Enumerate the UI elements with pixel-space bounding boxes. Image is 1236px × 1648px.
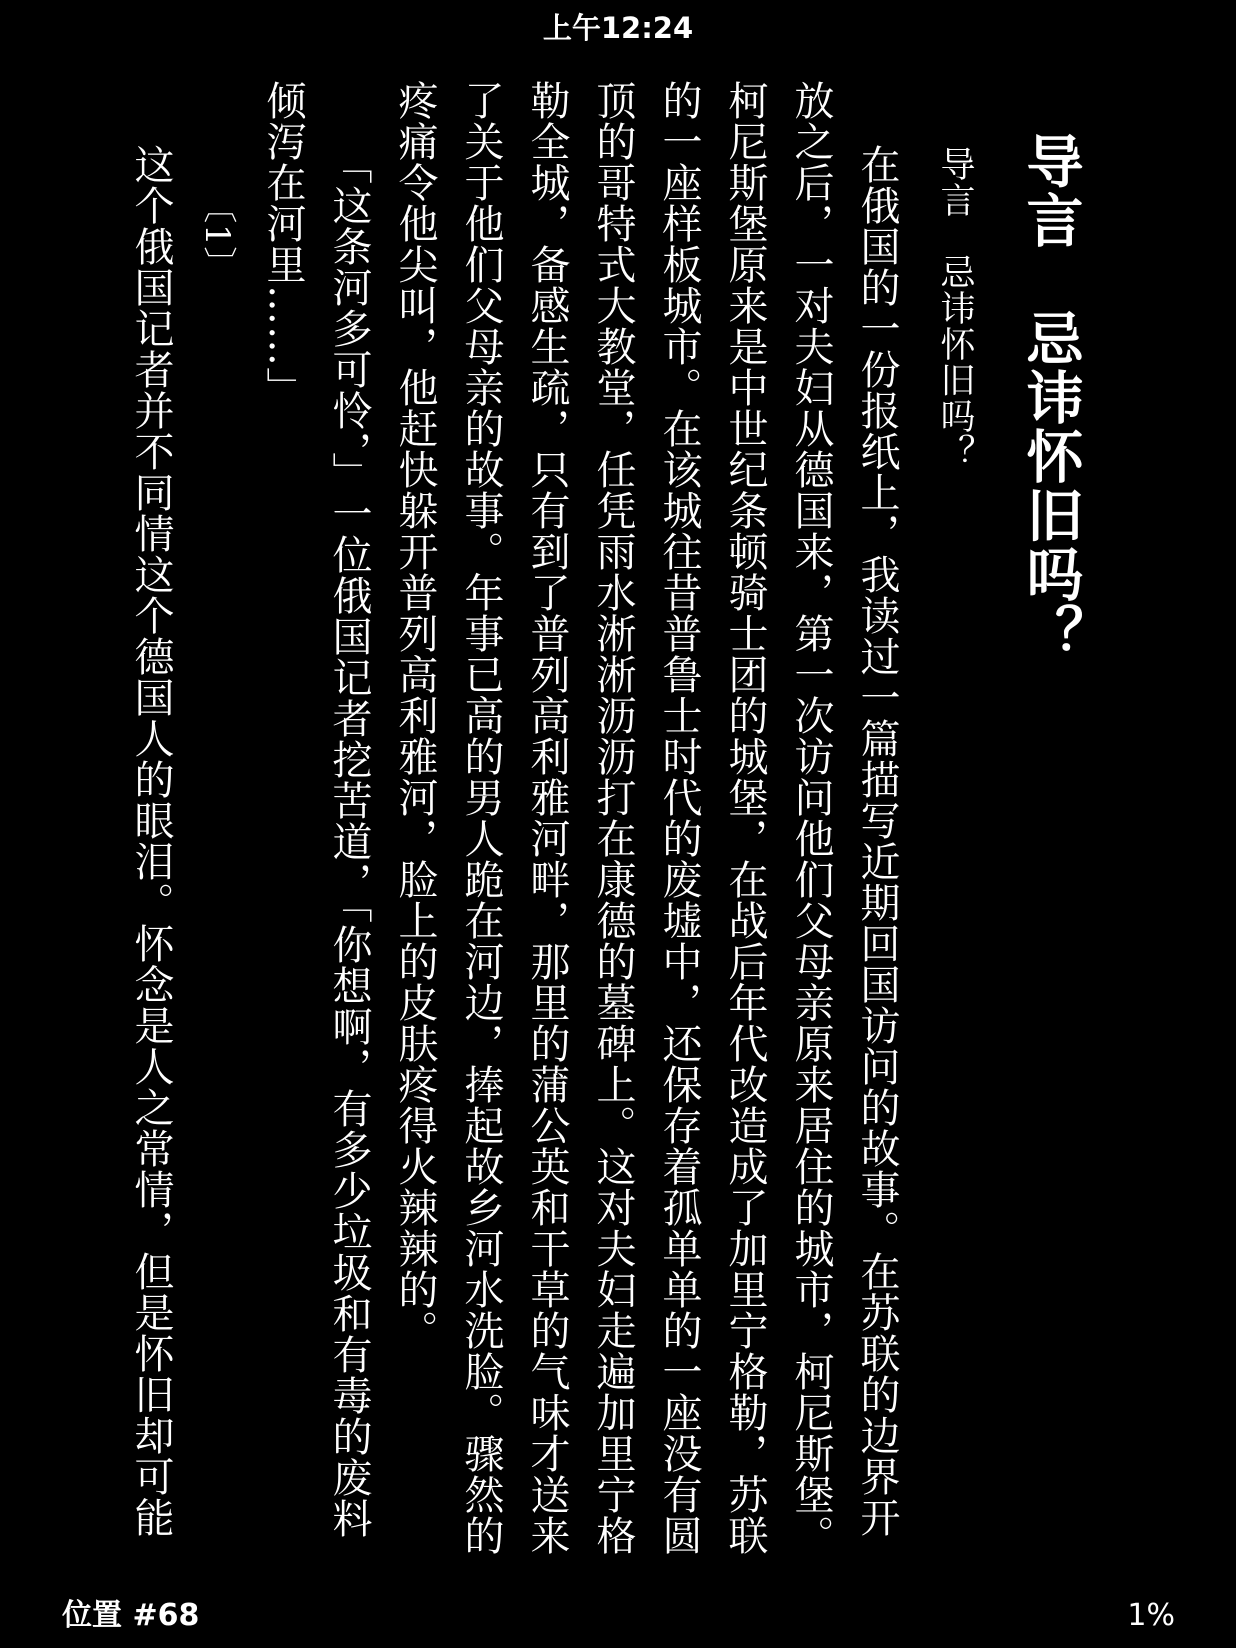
progress-percent: 1% bbox=[1127, 1598, 1175, 1633]
quote-paragraph: 「这条河多可怜，」一位俄国记者挖苦道，「你想啊，有多少垃圾和有毒的废料倾泻在河里……」 bbox=[260, 80, 372, 1539]
chapter-title: 导言 忌讳怀旧吗？ bbox=[1017, 132, 1084, 663]
clock-time: 上午12:24 bbox=[542, 11, 694, 45]
footer-bar bbox=[0, 1590, 1236, 1634]
body-paragraph: 这个俄国记者并不同情这个德国人的眼泪。怀念是人之常情，但是怀旧却可能 bbox=[128, 144, 174, 1538]
body-paragraph: 在俄国的一份报纸上，我读过一篇描写近期回国访问的故事。在苏联的边界开放之后，一对夫妇从德国来，第一次访问他们父母亲原来居住的城市，柯尼斯堡。柯尼斯堡原来是中世纪条顿骑士团的城堡，在战后年代改造成了加里宁格勒，苏联的一座样板城市。在该城往昔普鲁士时代的废墟中，还保存着孤单单的一座没有圆顶的哥特式大教堂，任凭雨水淅淅沥沥打在康德的墓碑上。这对夫妇走遍加里宁格勒全城，备感生疏，只有到了普列高利雅河畔，那里的蒲公英和干草的气味才送来了关于他们父母亲的故事。年事已高的男人跪在河边，捧起故乡河水洗脸。骤然的疼痛令他尖叫，他赶快躲开普列高利雅河，脸上的皮肤疼得火辣辣的。 bbox=[392, 80, 900, 1556]
status-bar bbox=[0, 6, 1236, 47]
section-heading: 导言 忌讳怀旧吗？ bbox=[935, 146, 975, 470]
footnote-marker: 〔1〕 bbox=[197, 188, 237, 282]
location-label: 位置 #68 bbox=[62, 1598, 200, 1633]
reading-area[interactable] bbox=[55, 80, 1086, 1562]
